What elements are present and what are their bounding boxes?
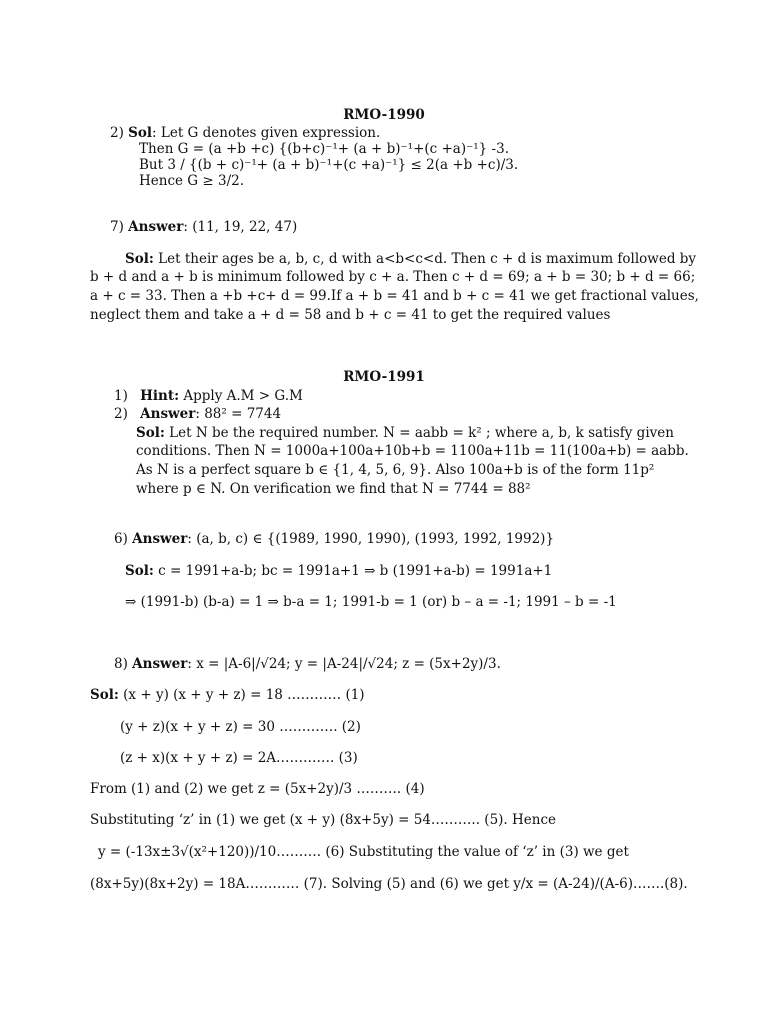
problem-7-sol-line-4: neglect them and take a + d = 58 and b + c = 41 to get the required values	[90, 307, 611, 323]
problem-2-answer	[114, 405, 281, 423]
sol-label: Sol:	[125, 563, 154, 579]
problem-7-sol-line-2: b + d and a + b is minimum followed by c + a. Then c + d = 69; a + b = 30; b + d = 66;	[90, 269, 696, 285]
problem-8-sol-line-4: From (1) and (2) we get z = (5x+2y)/3 ………. (4)	[90, 781, 425, 797]
problem-6-answer	[114, 530, 554, 548]
problem-8-sol-line-1	[90, 686, 365, 704]
answer-label: Answer	[140, 406, 196, 422]
answer-label: Answer	[132, 531, 188, 547]
problem-6-sol-line-2: ⇒ (1991-b) (b-a) = 1 ⇒ b-a = 1; 1991-b = 1 (or) b – a = -1; 1991 – b = -1	[125, 594, 617, 610]
sol-label: Sol:	[90, 687, 119, 703]
problem-number: 6)	[114, 531, 128, 547]
section-title-rmo-1990: RMO-1990	[343, 107, 425, 123]
problem-number: 2)	[110, 125, 124, 141]
problem-number: 8)	[114, 656, 128, 672]
problem-number: 2)	[114, 406, 128, 422]
problem-8-sol-line-7: (8x+5y)(8x+2y) = 18A………… (7). Solving (5) and (6) we get y/x = (A-24)/(A-6)…….(8).	[90, 876, 688, 892]
problem-7-sol-line-3: a + c = 33. Then a +b +c+ d = 99.If a + b = 41 and b + c = 41 we get fractional values,	[90, 288, 699, 304]
sol-label: Sol	[128, 125, 153, 141]
answer-label: Answer	[128, 219, 184, 235]
hint-text: Apply A.M > G.M	[179, 388, 303, 404]
problem-number: 7)	[110, 219, 124, 235]
problem-2-line-3: But 3 / {(b + c)⁻¹+ (a + b)⁻¹+(c +a)⁻¹} ≤ 2(a +b +c)/3.	[139, 157, 519, 173]
sol-text: : Let G denotes given expression.	[152, 125, 381, 141]
problem-1-hint	[114, 387, 303, 405]
section-title-rmo-1991: RMO-1991	[343, 369, 425, 385]
sol-label: Sol:	[125, 251, 154, 267]
problem-2-sol-line-1	[136, 424, 674, 442]
sol-text: Let their ages be a, b, c, d with a<b<c<d. Then c + d is maximum followed by	[153, 251, 697, 267]
sol-text: Let N be the required number. N = aabb = k² ; where a, b, k satisfy given	[164, 425, 674, 441]
problem-7-sol-line-1	[125, 250, 696, 268]
answer-label: Answer	[132, 656, 188, 672]
answer-text: : (11, 19, 22, 47)	[183, 219, 298, 235]
problem-number: 1)	[114, 388, 128, 404]
problem-8-answer	[114, 655, 501, 673]
sol-text: (x + y) (x + y + z) = 18 ………… (1)	[118, 687, 365, 703]
problem-2-sol-line-3: As N is a perfect square b ∈ {1, 4, 5, 6, 9}. Also 100a+b is of the form 11p²	[136, 462, 655, 478]
answer-text: : x = |A-6|/√24; y = |A-24|/√24; z = (5x+2y)/3.	[187, 656, 501, 672]
problem-8-sol-line-2: (y + z)(x + y + z) = 30 …………. (2)	[120, 719, 361, 735]
sol-text: c = 1991+a-b; bc = 1991a+1 ⇒ b (1991+a-b) = 1991a+1	[153, 563, 553, 579]
hint-label: Hint:	[140, 388, 180, 404]
problem-8-sol-line-3: (z + x)(x + y + z) = 2A…………. (3)	[120, 750, 358, 766]
problem-6-sol-line-1	[125, 562, 552, 580]
problem-2-sol-line-2: conditions. Then N = 1000a+100a+10b+b = 1100a+11b = 11(100a+b) = aabb.	[136, 443, 689, 459]
problem-2-line-2: Then G = (a +b +c) {(b+c)⁻¹+ (a + b)⁻¹+(c +a)⁻¹} -3.	[139, 141, 509, 157]
problem-7-answer	[110, 218, 297, 236]
answer-text: : (a, b, c) ∈ {(1989, 1990, 1990), (1993, 1992, 1992)}	[187, 531, 555, 547]
problem-2-line-4: Hence G ≥ 3/2.	[139, 173, 244, 189]
problem-8-sol-line-5: Substituting ‘z’ in (1) we get (x + y) (8x+5y) = 54……….. (5). Hence	[90, 812, 557, 828]
problem-2-sol-line-4: where p ∈ N. On verification we find that N = 7744 = 88²	[136, 481, 531, 497]
problem-8-sol-line-6: y = (-13x±3√(x²+120))/10………. (6) Substituting the value of ‘z’ in (3) we get	[98, 844, 629, 860]
sol-label: Sol:	[136, 425, 165, 441]
answer-text: : 88² = 7744	[195, 406, 282, 422]
